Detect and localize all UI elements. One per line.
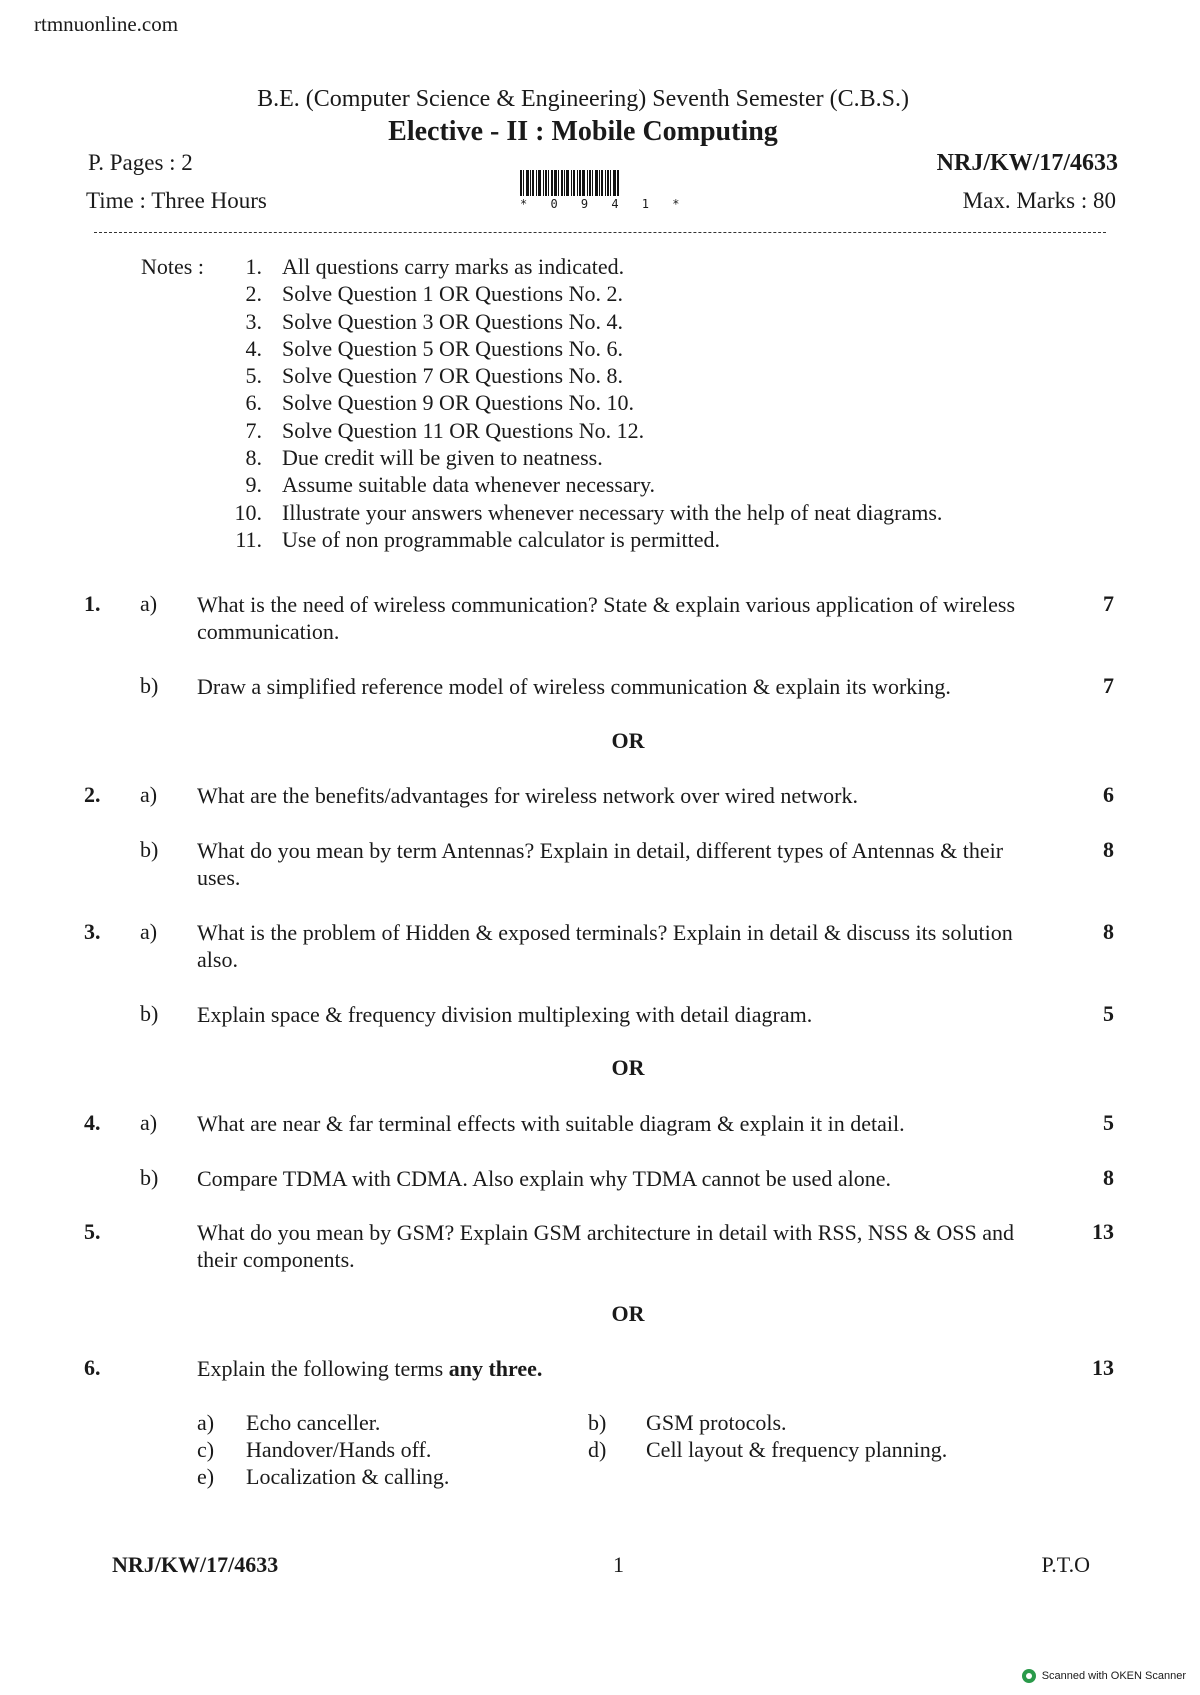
scanner-text: Scanned with OKEN Scanner [1041, 1670, 1186, 1682]
question-marks: 7 [1103, 673, 1114, 698]
question-marks: 5 [1103, 1001, 1114, 1026]
note-number: 10. [234, 499, 262, 525]
pto-label: P.T.O [1041, 1552, 1090, 1577]
footer-paper-code: NRJ/KW/17/4633 [112, 1552, 279, 1577]
question-part-label: b) [140, 673, 159, 698]
note-number: 5. [245, 363, 262, 389]
question-text [197, 1355, 1037, 1382]
question-text: What is the problem of Hidden & exposed terminals? Explain in detail & discuss its solution also. [197, 920, 1013, 972]
question-marks: 8 [1103, 1165, 1114, 1190]
note-text: Use of non programmable calculator is permitted. [282, 526, 721, 552]
note-text: Solve Question 9 OR Questions No. 10. [282, 390, 634, 416]
note-number: 2. [245, 281, 262, 307]
question-marks: 13 [1092, 1355, 1114, 1380]
note-text: All questions carry marks as indicated. [282, 254, 625, 279]
note-text: Solve Question 5 OR Questions No. 6. [282, 335, 623, 361]
question-text: What are near & far terminal effects with suitable diagram & explain it in detail. [197, 1111, 905, 1136]
site-watermark: rtmnuonline.com [34, 12, 179, 36]
barcode-bars-icon [520, 170, 648, 196]
question-text: Explain space & frequency division multiplexing with detail diagram. [197, 1002, 813, 1027]
note-item [220, 309, 942, 336]
question-marks: 6 [1103, 782, 1114, 807]
note-item [220, 527, 942, 554]
question-marks: 7 [1103, 591, 1114, 616]
note-text: Illustrate your answers whenever necessary with the help of neat diagrams. [282, 499, 943, 525]
note-item [220, 363, 942, 390]
question-text: What is the need of wireless communication? State & explain various application of wireless communication. [197, 592, 1016, 644]
question-part-label: a) [140, 782, 158, 807]
option-text: Cell layout & frequency planning. [646, 1437, 948, 1462]
option-text: GSM protocols. [646, 1410, 787, 1435]
question-part-label: a) [140, 591, 158, 616]
note-text: Solve Question 11 OR Questions No. 12. [282, 417, 645, 443]
question-marks: 8 [1103, 837, 1114, 862]
note-text: Solve Question 3 OR Questions No. 4. [282, 308, 623, 334]
or-separator: OR [611, 1055, 645, 1080]
note-item [220, 390, 942, 417]
question-number: 1. [84, 591, 101, 616]
option-text: Echo canceller. [246, 1410, 381, 1435]
note-item [220, 254, 942, 281]
question-text: What are the benefits/advantages for wireless network over wired network. [197, 783, 858, 808]
question-number: 4. [84, 1110, 101, 1135]
question-text: What do you mean by term Antennas? Explain in detail, different types of Antennas & their uses. [197, 838, 1004, 890]
page-count: P. Pages : 2 [88, 150, 193, 175]
or-separator: OR [611, 1301, 645, 1326]
option-text: Localization & calling. [246, 1464, 450, 1489]
question-part-label: a) [140, 919, 158, 944]
note-number: 8. [245, 445, 262, 471]
header-divider [94, 232, 1106, 233]
page-number: 1 [613, 1552, 624, 1577]
subject-title: Elective - II : Mobile Computing [388, 116, 778, 147]
option-label: d) [588, 1437, 607, 1462]
note-text: Solve Question 7 OR Questions No. 8. [282, 363, 623, 389]
option-label: c) [197, 1437, 215, 1462]
question-part-label: b) [140, 1001, 159, 1026]
note-number: 4. [245, 335, 262, 361]
note-item [220, 418, 942, 445]
question-text-emphasis: any three. [448, 1356, 543, 1381]
note-number: 3. [245, 308, 262, 334]
question-part-label: b) [140, 1165, 159, 1190]
question-text: Draw a simplified reference model of wireless communication & explain its working. [197, 674, 951, 699]
note-number: 6. [245, 390, 262, 416]
question-marks: 5 [1103, 1110, 1114, 1135]
exam-time: Time : Three Hours [86, 188, 267, 213]
note-number: 9. [245, 472, 262, 498]
option-text: Handover/Hands off. [246, 1437, 432, 1462]
note-number: 7. [245, 417, 262, 443]
question-part-label: a) [140, 1110, 158, 1135]
note-text: Assume suitable data whenever necessary. [282, 472, 656, 498]
note-item [220, 472, 942, 499]
note-item [220, 281, 942, 308]
note-item [220, 500, 942, 527]
note-text: Due credit will be given to neatness. [282, 445, 603, 471]
note-item [220, 336, 942, 363]
question-text-prefix: Explain the following terms [197, 1356, 449, 1381]
max-marks: Max. Marks : 80 [962, 188, 1116, 213]
question-marks: 8 [1103, 919, 1114, 944]
option-label: a) [197, 1410, 215, 1435]
barcode-number: * 0 9 4 1 * [520, 197, 688, 211]
option-label: e) [197, 1464, 215, 1489]
question-number: 3. [84, 919, 101, 944]
note-number: 11. [235, 526, 262, 552]
question-number: 2. [84, 782, 101, 807]
question-text: Compare TDMA with CDMA. Also explain why TDMA cannot be used alone. [197, 1166, 891, 1191]
note-number: 1. [245, 254, 262, 279]
option-label: b) [588, 1410, 607, 1435]
question-marks: 13 [1092, 1219, 1114, 1244]
course-title: B.E. (Computer Science & Engineering) Seventh Semester (C.B.S.) [257, 86, 909, 112]
note-text: Solve Question 1 OR Questions No. 2. [282, 281, 623, 307]
scanner-logo-icon [1022, 1669, 1036, 1683]
question-part-label: b) [140, 837, 159, 862]
question-number: 5. [84, 1219, 101, 1244]
question-text: What do you mean by GSM? Explain GSM architecture in detail with RSS, NSS & OSS and their components. [197, 1220, 1014, 1272]
barcode [520, 170, 688, 211]
paper-code: NRJ/KW/17/4633 [936, 150, 1118, 176]
question-number: 6. [84, 1355, 101, 1380]
or-separator: OR [611, 728, 645, 753]
note-item [220, 445, 942, 472]
notes-label: Notes : [141, 254, 204, 279]
scanner-watermark [1022, 1669, 1186, 1683]
notes-list [220, 254, 942, 554]
